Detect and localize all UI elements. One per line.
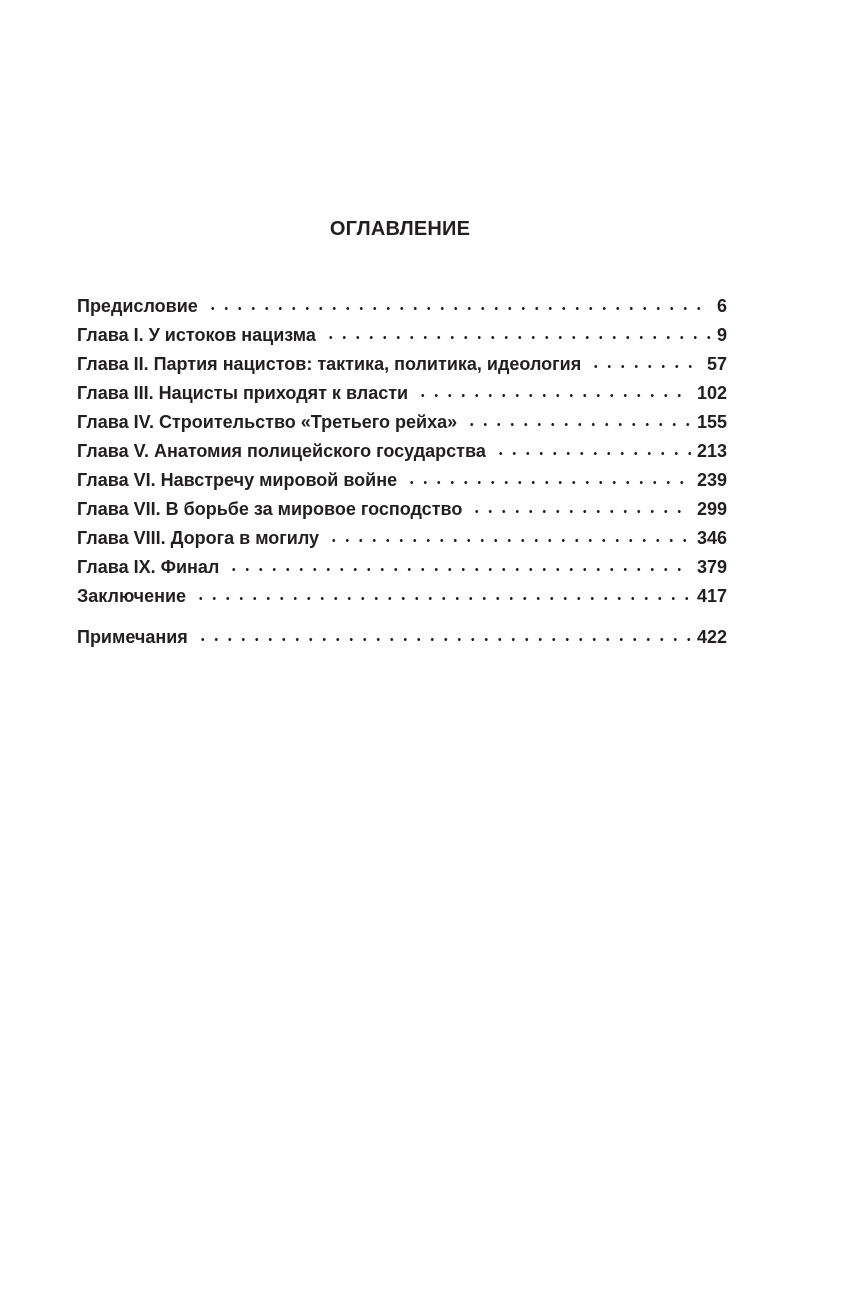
dot-leader	[194, 597, 691, 600]
toc-entry-page: 422	[696, 627, 727, 647]
toc-entry-label: Глава VIII. Дорога в могилу	[77, 528, 320, 548]
toc-entry-chapter-2[interactable]	[77, 350, 727, 379]
dot-leader	[196, 638, 691, 641]
toc-entry-page: 346	[696, 528, 727, 548]
toc-entry-page: 417	[696, 586, 727, 606]
toc-entry-chapter-5[interactable]	[77, 437, 727, 466]
toc-entry-page: 155	[696, 412, 727, 432]
toc-entry-page: 102	[696, 383, 727, 403]
toc-entry-label: Глава IX. Финал	[77, 557, 220, 577]
toc-entry-chapter-9[interactable]	[77, 553, 727, 582]
dot-leader	[470, 510, 691, 513]
toc-entry-notes[interactable]	[77, 623, 727, 652]
toc-entry-label: Глава VII. В борьбе за мировое господство	[77, 499, 463, 519]
dot-leader	[494, 452, 691, 455]
toc-entry-chapter-8[interactable]	[77, 524, 727, 553]
dot-leader	[589, 365, 701, 368]
toc-entry-page: 239	[696, 470, 727, 490]
toc-entry-label: Примечания	[77, 627, 188, 647]
dot-leader	[405, 481, 691, 484]
toc-entry-chapter-4[interactable]	[77, 408, 727, 437]
toc-entry-label: Глава IV. Строительство «Третьего рейха»	[77, 412, 458, 432]
toc-entry-chapter-6[interactable]	[77, 466, 727, 495]
toc-list	[77, 292, 727, 652]
toc-entry-label: Предисловие	[77, 296, 198, 316]
toc-entry-label: Глава VI. Навстречу мировой войне	[77, 470, 398, 490]
toc-entry-label: Глава III. Нацисты приходят к власти	[77, 383, 409, 403]
dot-leader	[416, 394, 691, 397]
dot-leader	[465, 423, 691, 426]
dot-leader	[206, 307, 711, 310]
toc-entry-chapter-7[interactable]	[77, 495, 727, 524]
toc-entry-page: 213	[696, 441, 727, 461]
toc-entry-label: Глава I. У истоков нацизма	[77, 325, 316, 345]
toc-entry-page: 6	[716, 296, 727, 316]
toc-entry-label: Глава V. Анатомия полицейского государства	[77, 441, 486, 461]
dot-leader	[324, 336, 711, 339]
toc-entry-chapter-3[interactable]	[77, 379, 727, 408]
toc-entry-preface[interactable]	[77, 292, 727, 321]
toc-entry-page: 299	[696, 499, 727, 519]
toc-entry-conclusion[interactable]	[77, 582, 727, 611]
toc-entry-label: Заключение	[77, 586, 187, 606]
toc-entry-label: Глава II. Партия нацистов: тактика, политика, идеология	[77, 354, 582, 374]
dot-leader	[327, 539, 691, 542]
dot-leader	[227, 568, 691, 571]
toc-entry-page: 57	[706, 354, 727, 374]
toc-entry-page: 379	[696, 557, 727, 577]
toc-entry-page: 9	[716, 325, 727, 345]
toc-title: ОГЛАВЛЕНИЕ	[329, 218, 471, 240]
toc-entry-chapter-1[interactable]	[77, 321, 727, 350]
